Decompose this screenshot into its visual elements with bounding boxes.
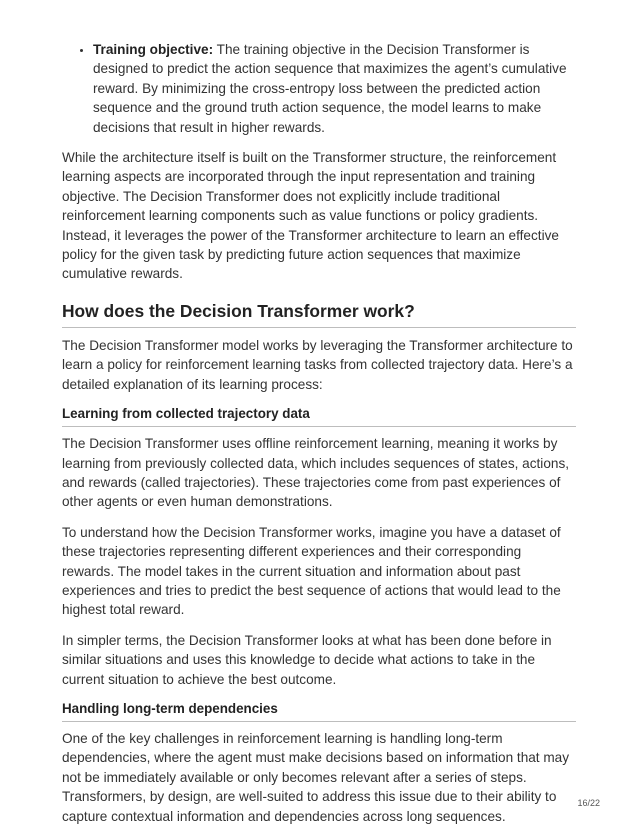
bullet-text: The training objective in the Decision Transformer is designed to predict the action sequence that maximizes the agent’s cumulative reward. By minimizing the cross-entropy loss between the predicted action sequence and the ground truth action sequence, the model learns to make decisions that result in higher rewards. bbox=[93, 42, 567, 135]
bullet-term: Training objective: bbox=[93, 42, 214, 57]
document-page bbox=[62, 40, 576, 837]
bullet-item-training-objective bbox=[93, 40, 576, 137]
intro-paragraph: While the architecture itself is built on the Transformer structure, the reinforcement learning aspects are incorporated through the input representation and training objective. The Decision Transformer does not explicitly include traditional reinforcement learning components such as value functions or policy gradients. Instead, it leverages the power of the Transformer architecture to learn an effective policy for the given task by predicting future action sequences that maximize cumulative rewards. bbox=[62, 150, 559, 282]
subsection-heading-trajectory-data: Learning from collected trajectory data bbox=[62, 405, 576, 427]
paragraph: One of the key challenges in reinforcement learning is handling long-term dependencies, where the agent must make decisions based on information that may not be immediately available or only becomes relevant after a series of steps. Transformers, by design, are well-suited to address this issue due to their ability to capture contextual information and dependencies across long sequences. bbox=[62, 730, 570, 824]
paragraph: The Decision Transformer uses offline reinforcement learning, meaning it works by learning from previously collected data, which includes sequences of states, actions, and rewards (called trajectories). These trajectories come from past experiences of other agents or even human demonstrations. bbox=[62, 436, 570, 510]
section-paragraph: The Decision Transformer model works by leveraging the Transformer architecture to learn a policy for reinforcement learning tasks from collected trajectory data. Here’s a detailed explanation of its learning process: bbox=[62, 337, 573, 392]
subsection-heading-long-term-dependencies: Handling long-term dependencies bbox=[62, 700, 576, 722]
page-number: 16/22 bbox=[577, 798, 600, 808]
bullet-list bbox=[62, 40, 576, 137]
paragraph: To understand how the Decision Transformer works, imagine you have a dataset of these trajectories representing different experiences and their corresponding rewards. The model takes in the current situation and information about past experiences and tries to predict the best sequence of actions that would lead to the highest total reward. bbox=[62, 524, 561, 618]
section-heading: How does the Decision Transformer work? bbox=[62, 300, 576, 328]
paragraph: In simpler terms, the Decision Transformer looks at what has been done before in similar situations and uses this knowledge to decide what actions to take in the current situation to achieve the best outcome. bbox=[62, 632, 552, 687]
